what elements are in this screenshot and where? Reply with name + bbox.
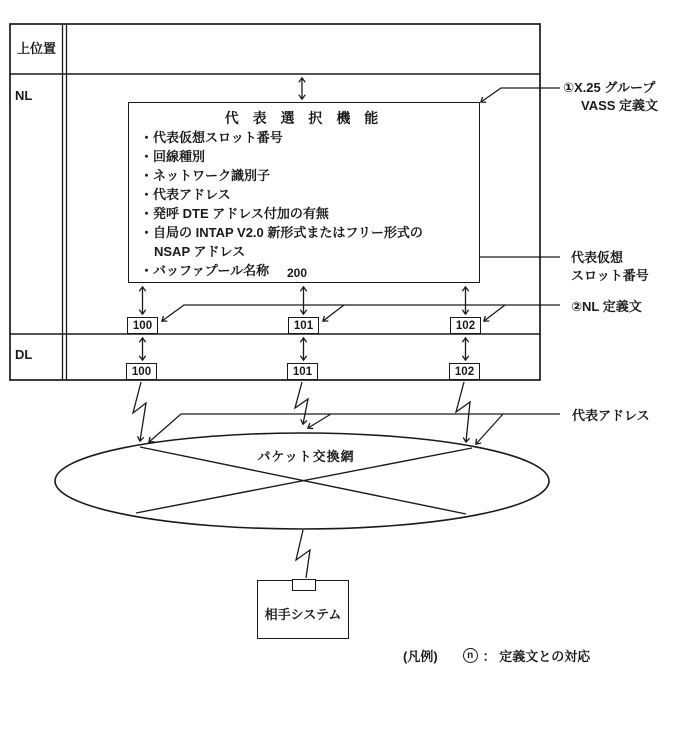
- leader-rep-address: [149, 414, 560, 444]
- slot-number-200: 200: [286, 266, 308, 280]
- bullet-item: ・代表仮想スロット番号: [140, 130, 283, 145]
- remote-system-connector-tab: [292, 579, 316, 591]
- legend-symbol-group: [463, 646, 591, 665]
- nl-slot-box-100: 100: [127, 317, 158, 334]
- leader-vass-definition: [481, 88, 560, 102]
- callout-slot-line1: 代表仮想: [571, 250, 624, 265]
- bullet-item: ・発呼 DTE アドレス付加の有無: [140, 206, 329, 221]
- callout-rep-address: 代表アドレス: [572, 408, 650, 423]
- callout-nl-definition: ②NL 定義文: [571, 299, 642, 314]
- callout-x25-line2: VASS 定義文: [581, 98, 659, 113]
- selection-function-box: [128, 102, 480, 283]
- bullet-item: ・ネットワーク識別子: [140, 168, 271, 183]
- packet-network-label: パケット交換網: [257, 449, 355, 464]
- bullet-item: ・代表アドレス: [140, 187, 231, 202]
- packet-network-ellipse: [55, 433, 549, 529]
- remote-system-label: 相手システム: [264, 607, 342, 622]
- layer-label-nl: NL: [15, 88, 33, 103]
- callout-slot-line2: スロット番号: [571, 268, 649, 283]
- circled-n-icon: n: [463, 648, 478, 663]
- nl-slot-box-101: 101: [288, 317, 319, 334]
- leader-nl-definition: [162, 305, 560, 321]
- dl-slot-box-101: 101: [287, 363, 318, 380]
- remote-system-box: [257, 580, 349, 639]
- selection-function-title: 代 表 選 択 機 能: [224, 110, 384, 126]
- callout-virtual-slot-number: [571, 249, 649, 285]
- layer-label-upper: 上位置: [16, 41, 56, 56]
- nl-slot-box-102: 102: [450, 317, 481, 334]
- legend-text: ： 定義文との対応: [482, 649, 591, 664]
- bullet-item: ・回線種別: [140, 149, 206, 164]
- layer-label-dl: DL: [15, 347, 33, 362]
- dl-slot-box-100: 100: [126, 363, 157, 380]
- legend: [403, 646, 590, 665]
- dl-slot-box-102: 102: [449, 363, 480, 380]
- callout-x25-line1: ①X.25 グループ: [563, 80, 656, 95]
- callout-x25-vass-definition: [563, 79, 658, 115]
- bullet-item: ・バッファプール名称: [140, 263, 270, 278]
- legend-prefix: (凡例): [403, 649, 438, 664]
- selection-function-bullet-list: [140, 128, 423, 280]
- bullet-item: ・自局の INTAP V2.0 新形式またはフリー形式の: [140, 225, 423, 240]
- bullet-item-continuation: NSAP アドレス: [154, 244, 246, 259]
